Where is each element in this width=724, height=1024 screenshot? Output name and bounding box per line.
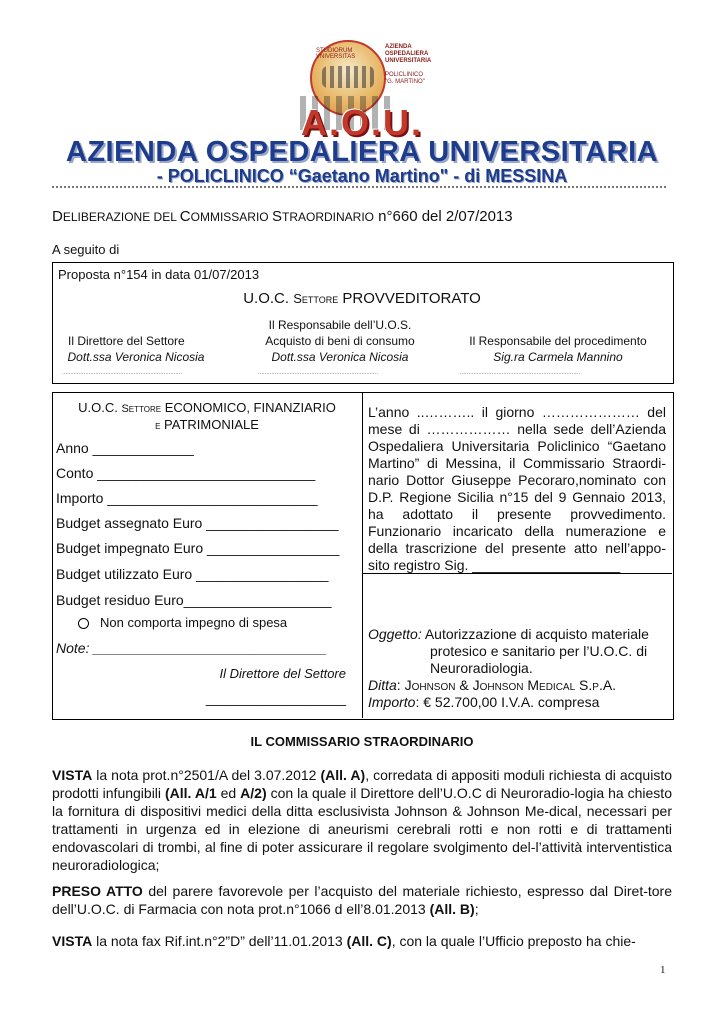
budget-utilizzato-field[interactable]: Budget utilizzato Euro _________________ xyxy=(56,566,329,582)
header-divider xyxy=(52,186,666,190)
seal-ring-text: STUDIORUM VNIVERSITAS xyxy=(316,48,356,60)
uoc-provveditorato: U.O.C. Settore PROVVEDITORATO xyxy=(243,290,481,307)
finance-title: U.O.C. Settore ECONOMICO, FINANZIARIO e PATRIMONIALE xyxy=(78,400,336,432)
deliberation-heading: DELIBERAZIONE DEL COMMISSARIO STRAORDINARIO n°660 del 2/07/2013 xyxy=(52,208,513,225)
col2-name: Dott.ssa Veronica Nicosia xyxy=(271,350,409,364)
deliberation-number: n°660 del 2/07/2013 xyxy=(374,208,513,225)
box-vertical-divider xyxy=(362,392,363,718)
col1-name: Dott.ssa Veronica Nicosia xyxy=(67,350,205,364)
budget-residuo-field[interactable]: Budget residuo Euro___________________ xyxy=(56,592,332,608)
conto-field[interactable]: Conto ____________________________ xyxy=(56,465,316,481)
budget-impegnato-field[interactable]: Budget impegnato Euro _________________ xyxy=(56,540,340,556)
col1-signature-dots: ........................................................................ xyxy=(62,370,183,376)
policlinico-title: - POLICLINICO “Gaetano Martino" - di MESSINA xyxy=(156,166,568,186)
col2-role-2: Acquisto di beni di consumo xyxy=(265,334,415,348)
subject-block: Oggetto: Autorizzazione di acquisto materiale protesico e sanitario per l’U.O.C. di Neuroradiologia. Ditta: Johnson & Johnson Medical S.p.A. Importo: € 52.700,00 I.V.A. compresa xyxy=(368,626,649,710)
proposal-line: Proposta n°154 in data 01/07/2013 xyxy=(58,267,260,282)
finance-signature-line: __________________ xyxy=(205,690,346,706)
col2-signature-dots: ........................................................................ xyxy=(258,370,379,376)
col2-role-1: Il Responsabile dell’U.O.S. xyxy=(268,318,412,332)
vista-paragraph-1: VISTA la nota prot.n°2501/A del 3.07.2012 (All. A), corredata di appositi moduli richiesta di acquisto prodotti infungibili (All. A/1 ed A/2) con la quale il Direttore dell’U.O.C di Neuroradio-logia ha chiesto la fornitura di dispositivi medici della ditta esclusivista Johnson & Johnson Me-dical, necessari per trattamenti in urgenza ed in elezione di aneurismi cerebrali rotti e non rotti e di trattamenti endovascolari di trombi, al fine di poter assicurare il regolare svolgimento del-l’attività interventistica neuroradiologica; xyxy=(52,767,673,873)
col3-signature-dots: ........................................................................ xyxy=(460,370,581,376)
col3-role: Il Responsabile del procedimento xyxy=(469,334,647,348)
azienda-title: AZIENDA OSPEDALIERA UNIVERSITARIA xyxy=(65,136,659,168)
importo-value: : € 52.700,00 I.V.A. compresa xyxy=(415,694,600,710)
anno-field[interactable]: Anno _____________ xyxy=(56,440,194,456)
page-number: 1 xyxy=(660,964,666,976)
aou-logo-text: A.O.U. xyxy=(300,102,423,143)
commissario-title: IL COMMISSARIO STRAORDINARIO xyxy=(250,734,474,749)
no-impegno-radio[interactable] xyxy=(78,618,89,629)
policlinico-small-label: POLICLINICO "G. MARTINO" xyxy=(385,72,425,85)
vista-paragraph-2: VISTA la nota fax Rif.int.n°2”D” dell’11.01.2013 (All. C), con la quale l’Ufficio preposto ha chie- xyxy=(52,933,636,949)
finance-direttore-label: Il Direttore del Settore xyxy=(219,666,346,681)
note-field[interactable]: Note: ______________________________ xyxy=(56,640,327,656)
budget-assegnato-field[interactable]: Budget assegnato Euro _________________ xyxy=(56,515,339,531)
ditta-value: : Johnson & Johnson Medical S.p.A. xyxy=(396,677,617,693)
azienda-small-label: AZIENDA OSPEDALIERA UNIVERSITARIA xyxy=(385,44,432,64)
col1-role: Il Direttore del Settore xyxy=(68,334,185,348)
col3-name: Sig.ra Carmela Mannino xyxy=(493,350,623,364)
importo-field[interactable]: Importo ___________________________ xyxy=(56,490,318,506)
year-record-note: L’anno ..……….. il giorno ………………… del mese di ……………… nella sede dell’Azienda Ospedaliera Universitaria Policlinico “Gaetano Martino” di Messina, il Commissario Straordi-nario Dottor Giuseppe Pecoraro,nominato con D.P. Regione Sicilia n°15 del 9 Gennaio 2013, ha adottato il presente provvedimento. Funzionario incaricato della numerazione e della trascrizione del presente atto nell’appo-sito registro Sig. ___________________ xyxy=(368,404,666,573)
no-impegno-label: Non comporta impegno di spesa xyxy=(100,615,288,630)
preso-atto-paragraph: PRESO ATTO del parere favorevole per l’acquisto del materiale richiesto, espresso dal Diret-tore dell’U.O.C. di Farmacia con nota prot.n°1066 d ell’8.01.2013 (All. B); xyxy=(52,883,672,917)
a-seguito-label: A seguito di xyxy=(52,242,120,257)
